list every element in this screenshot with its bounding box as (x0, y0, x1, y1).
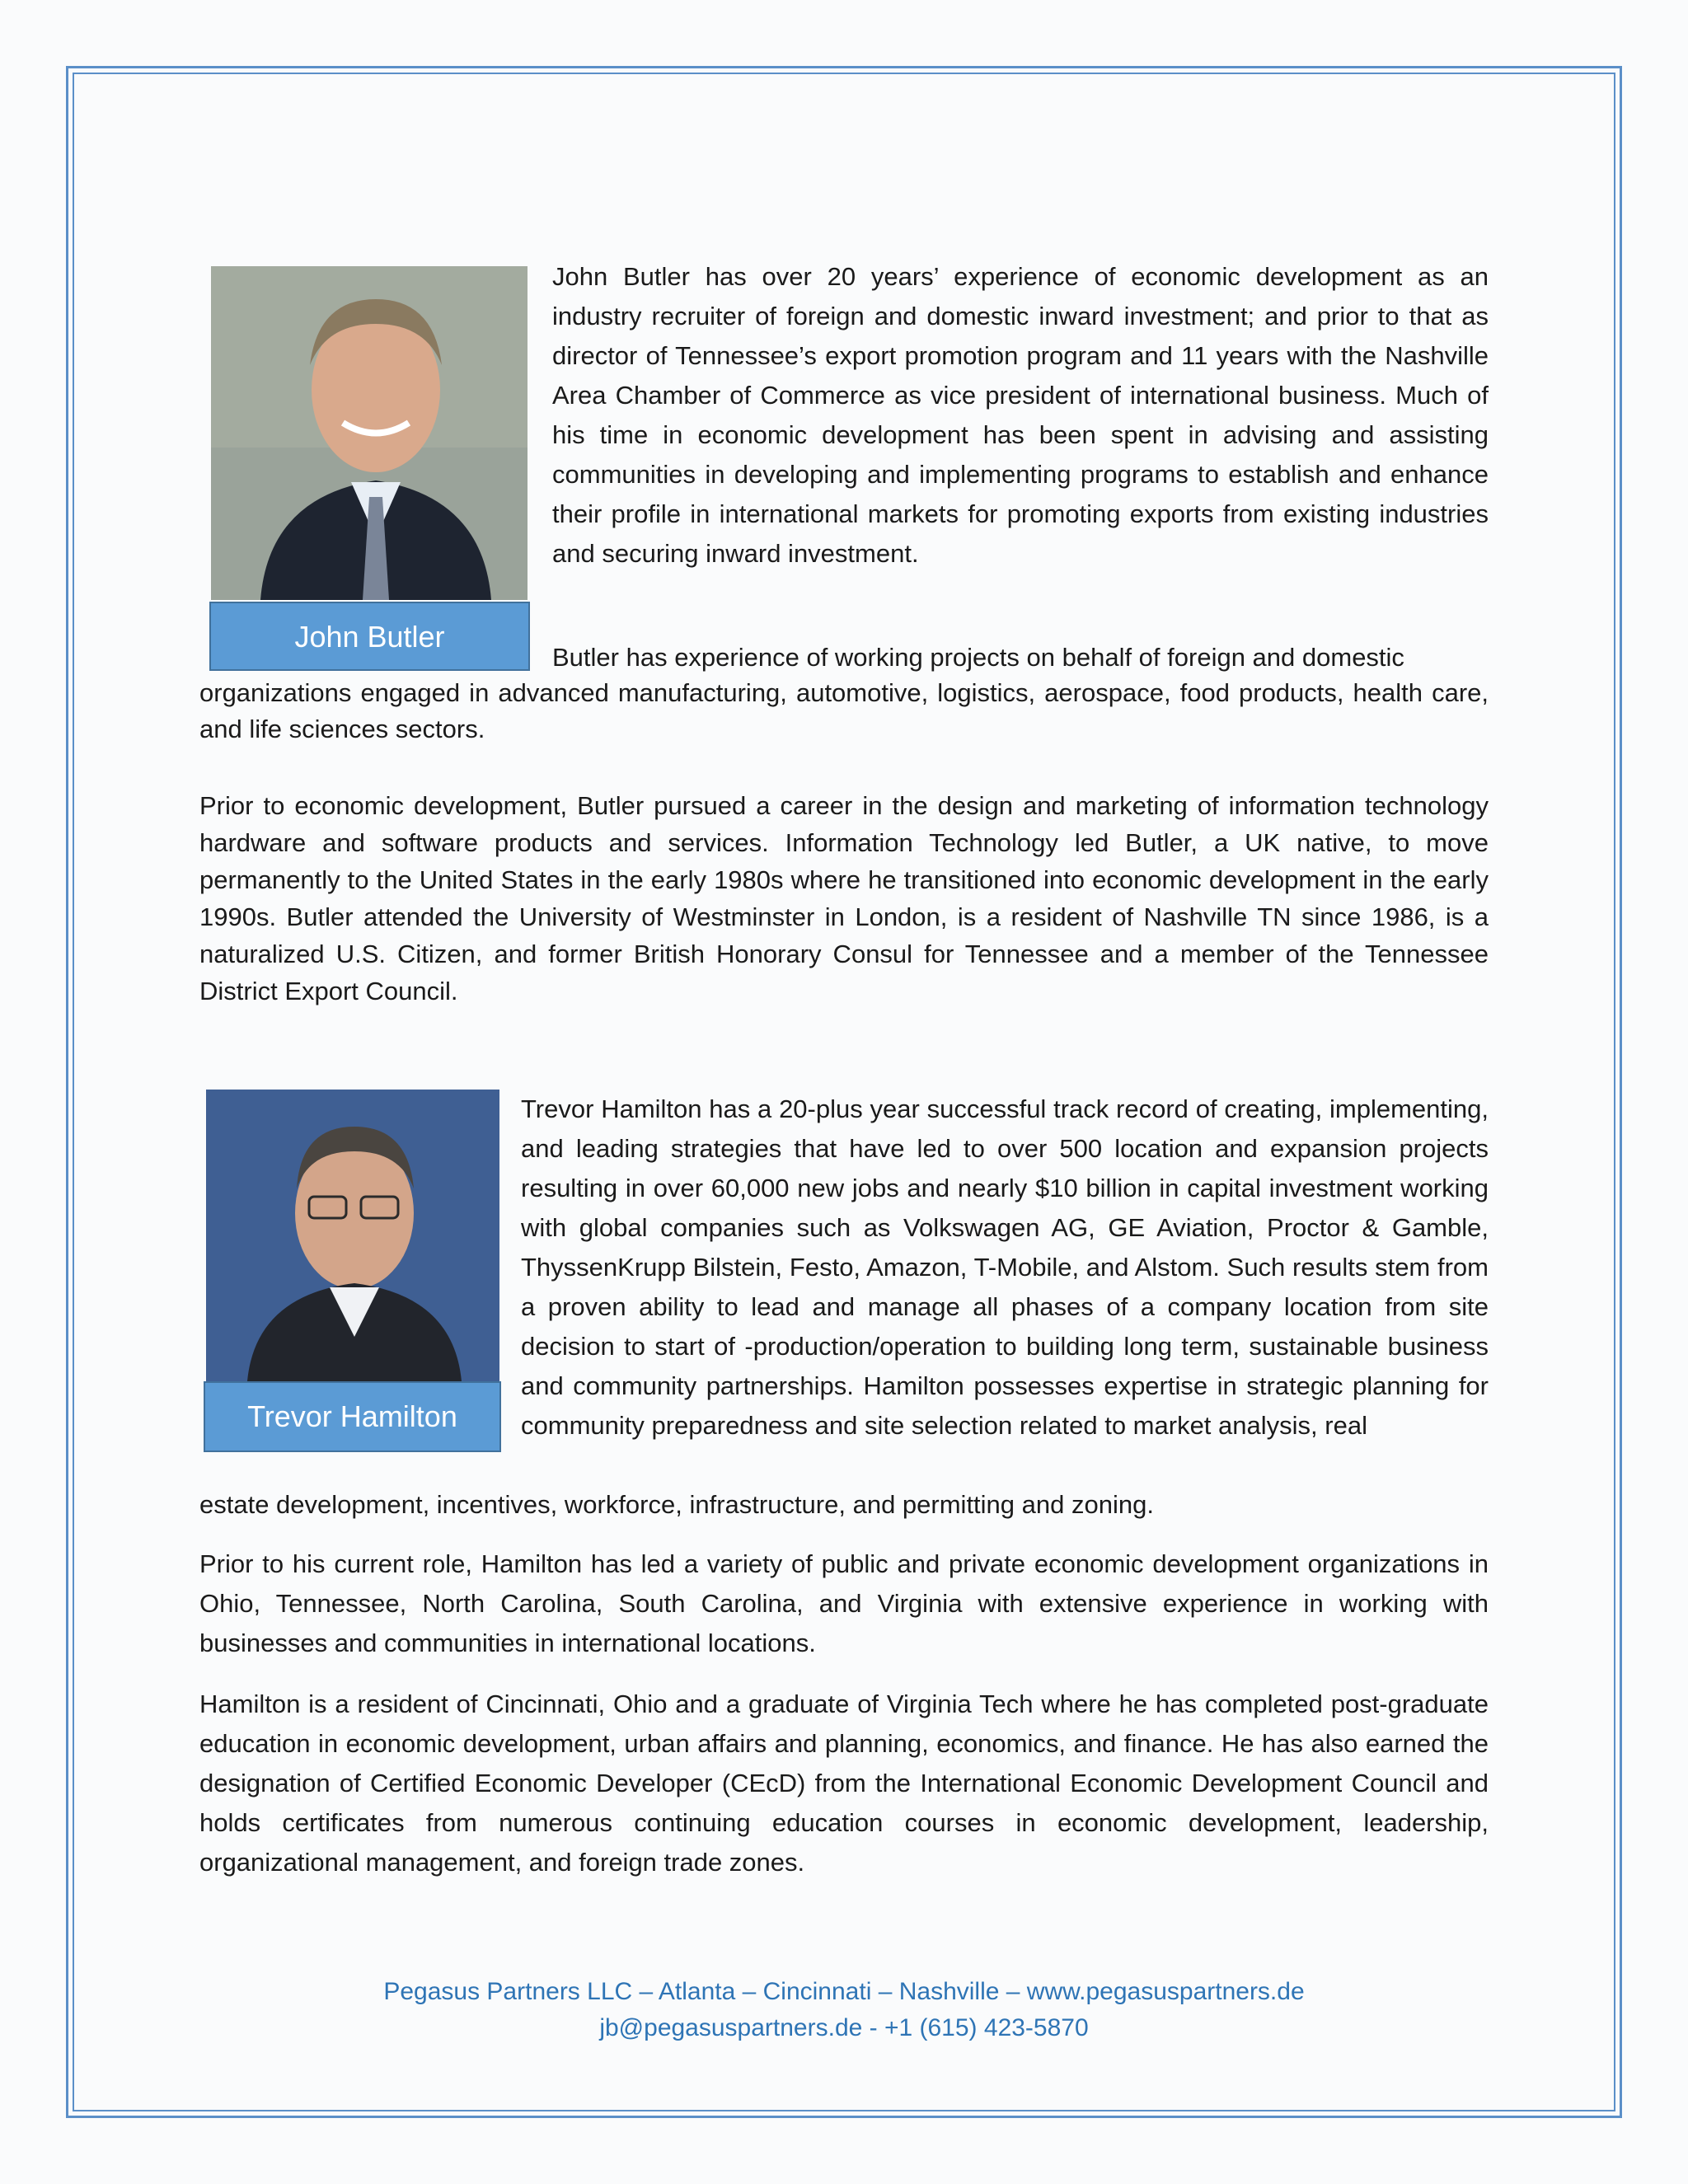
john-butler-name-label: John Butler (209, 602, 530, 671)
john-butler-bio-paragraph-2: organizations engaged in advanced manufacturing, automotive, logistics, aerospace, food products, health care, and life sciences sectors. (199, 678, 1489, 743)
john-butler-photo (211, 266, 528, 600)
john-butler-bio-paragraph-2-lead: Butler has experience of working projects on behalf of foreign and domestic (552, 643, 1404, 672)
trevor-hamilton-bio-paragraph-1-tail: estate development, incentives, workforce, infrastructure, and permitting and zoning. (199, 1490, 1154, 1519)
trevor-hamilton-bio-paragraph-1: Trevor Hamilton has a 20-plus year successful track record of creating, implementing, and leading strategies that have led to over 500 location and expansion projects resulting in over 60,000 new jobs and nearly $10 billion in capital investment working with global companies such as Volkswagen AG, GE Aviation, Proctor & Gamble, ThyssenKrupp Bilstein, Festo, Amazon, T-Mobile, and Alstom. Such results stem from a proven ability to lead and manage all phases of a company location from site decision to start of -production/operation to building long term, sustainable business and community partnerships. Hamilton possesses expertise in strategic planning for community preparedness and site selection related to market analysis, real (521, 1094, 1489, 1440)
footer-contact-line: jb@pegasuspartners.de - +1 (615) 423-5870 (599, 2014, 1089, 2041)
trevor-hamilton-photo (206, 1090, 499, 1381)
trevor-hamilton-bio-paragraph-2: Prior to his current role, Hamilton has led a variety of public and private economic development organizations in Ohio, Tennessee, North Carolina, South Carolina, and Virginia with extensive experience in working with businesses and communities in international locations. (199, 1549, 1489, 1657)
john-butler-bio-paragraph-1: John Butler has over 20 years’ experience of economic development as an industry recruiter of foreign and domestic inward investment; and prior to that as director of Tennessee’s export promotion program and 11 years with the Nashville Area Chamber of Commerce as vice president of international business. Much of his time in economic development has been spent in advising and assisting communities in developing and implementing programs to establish and enhance their profile in international markets for promoting exports from existing industries and securing inward investment. (552, 262, 1489, 568)
footer-company-line: Pegasus Partners LLC – Atlanta – Cincinnati – Nashville – www.pegasuspartners.de (383, 1978, 1305, 2005)
trevor-hamilton-bio-paragraph-3: Hamilton is a resident of Cincinnati, Ohio and a graduate of Virginia Tech where he has completed post-graduate education in economic development, urban affairs and planning, economics, and finance. He has also earned the designation of Certified Economic Developer (CEcD) from the International Economic Development Council and holds certificates from numerous continuing education courses in economic development, leadership, organizational management, and foreign trade zones. (199, 1690, 1489, 1877)
trevor-hamilton-name-label: Trevor Hamilton (204, 1381, 501, 1452)
john-butler-bio-paragraph-3: Prior to economic development, Butler pursued a career in the design and marketing of information technology hardware and software products and services. Information Technology led Butler, a UK native, to move permanently to the United States in the early 1980s where he transitioned into economic development in the early 1990s. Butler attended the University of Westminster in London, is a resident of Nashville TN since 1986, is a naturalized U.S. Citizen, and former British Honorary Consul for Tennessee and a member of the Tennessee District Export Council. (199, 791, 1489, 1005)
